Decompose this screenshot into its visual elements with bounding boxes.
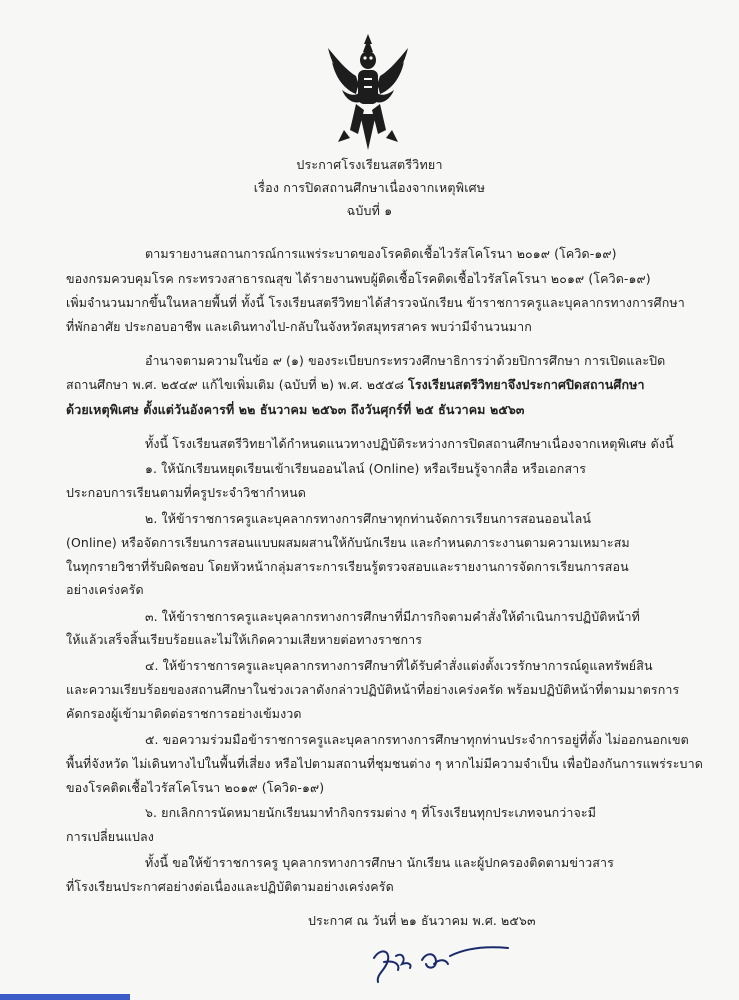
closure-announcement: โรงเรียนสตรีวิทยาจึงประกาศปิดสถานศึกษา <box>408 377 645 392</box>
list-item-4-cont: คัดกรองผู้เข้ามาติดต่อราชการอย่างเข้มงวด <box>66 706 302 721</box>
announcement-date: ประกาศ ณ วันที่ ๒๑ ธันวาคม พ.ศ. ๒๕๖๓ <box>308 913 536 928</box>
list-item-3-cont: ให้แล้วเสร็จสิ้นเรียบร้อยและไม่ให้เกิดความเสียหายต่อทางราชการ <box>66 632 423 647</box>
list-item-1-cont: ประกอบการเรียนตามที่ครูประจำวิชากำหนด <box>66 485 306 500</box>
list-item-2-cont: ในทุกรายวิชาที่รับผิดชอบ โดยหัวหน้ากลุ่มสาระการเรียนรู้ตรวจสอบและรายงานการจัดการเรียนการสอน <box>66 559 629 574</box>
list-item-2-cont: (Online) หรือจัดการเรียนการสอนแบบผสมผสานให้กับนักเรียน และกำหนดภาระงานตามความเหมาะสม <box>66 535 630 550</box>
list-item-6: ๖. ยกเลิกการนัดหมายนักเรียนมาทำกิจกรรมต่าง ๆ ที่โรงเรียนทุกประเภทจนกว่าจะมี <box>145 805 597 820</box>
list-item-1: ๑. ให้นักเรียนหยุดเรียนเข้าเรียนออนไลน์ (Online) หรือเรียนรู้จากสื่อ หรือเอกสาร <box>145 461 587 476</box>
list-item-2-cont: อย่างเคร่งครัด <box>66 582 144 597</box>
body-line: ตามรายงานสถานการณ์การแพร่ระบาดของโรคติดเชื้อไวรัสโคโรนา ๒๐๑๙ (โควิด-๑๙) <box>145 246 617 261</box>
body-line <box>66 375 645 395</box>
list-item-4-cont: และความเรียบร้อยของสถานศึกษาในช่วงเวลาดังกล่าวปฏิบัติหน้าที่อย่างเคร่งครัด พร้อมปฏิบัติหน้าที่ตามมาตรการ <box>66 682 680 697</box>
body-line: ที่พักอาศัย ประกอบอาชีพ และเดินทางไป-กลับในจังหวัดสมุทรสาคร พบว่ามีจำนวนมาก <box>66 319 532 334</box>
list-item-5-cont: พื้นที่จังหวัด ไม่เดินทางไปในพื้นที่เสี่ยง หรือไปตามสถานที่ชุมชนต่าง ๆ หากไม่มีความจำเป็น เพื่อป้องกันการแพร่ระบาด <box>66 756 703 771</box>
handwritten-signature <box>366 938 516 988</box>
list-item-5-cont: ของโรคติดเชื้อไวรัสโคโรนา ๒๐๑๙ (โควิด-๑๙) <box>66 780 325 795</box>
body-line: อำนาจตามความในข้อ ๙ (๑) ของระเบียบกระทรวงศึกษาธิการว่าด้วยปิการศึกษา การเปิดและปิด <box>145 353 666 368</box>
list-item-6-cont: การเปลี่ยนแปลง <box>66 829 154 844</box>
body-line: ของกรมควบคุมโรค กระทรวงสาธารณสุข ได้รายงานพบผู้ติดเชื้อโรคติดเชื้อไวรัสโคโรนา ๒๐๑๙ (โควิด-๑๙) <box>66 271 651 286</box>
closing-line: ทั้งนี้ ขอให้ข้าราชการครู บุคลากรทางการศึกษา นักเรียน และผู้ปกครองติดตามข่าวสาร <box>145 855 614 870</box>
closure-period: ด้วยเหตุพิเศษ ตั้งแต่วันอังคารที่ ๒๒ ธันวาคม ๒๕๖๓ ถึงวันศุกร์ที่ ๒๕ ธันวาคม ๒๕๖๓ <box>66 402 525 417</box>
closing-line: ที่โรงเรียนประกาศอย่างต่อเนื่องและปฏิบัติตามอย่างเคร่งครัด <box>66 879 394 894</box>
announcement-issue: ฉบับที่ ๑ <box>346 203 393 218</box>
announcement-subject: เรื่อง การปิดสถานศึกษาเนื่องจากเหตุพิเศษ <box>253 180 486 195</box>
body-line: ทั้งนี้ โรงเรียนสตรีวิทยาได้กำหนดแนวทางปฏิบัติระหว่างการปิดสถานศึกษาเนื่องจากเหตุพิเศษ ดังนี้ <box>145 436 674 451</box>
bottom-highlight-bar <box>0 994 130 1000</box>
body-text: สถานศึกษา พ.ศ. ๒๕๔๙ แก้ไขเพิ่มเติม (ฉบับที่ ๒) พ.ศ. ๒๕๕๘ <box>66 377 404 392</box>
list-item-5: ๕. ขอความร่วมมือข้าราชการครูและบุคลากรทางการศึกษาทุกท่านประจำการอยู่ที่ตั้ง ไม่ออกนอกเขต <box>145 732 689 747</box>
announcement-title: ประกาศโรงเรียนสตรีวิทยา <box>296 157 443 172</box>
list-item-3: ๓. ให้ข้าราชการครูและบุคลากรทางการศึกษาที่มีภารกิจตามคำสั่งให้ดำเนินการปฏิบัติหน้าที่ <box>145 609 640 624</box>
body-line: เพิ่มจำนวนมากขึ้นในหลายพื้นที่ ทั้งนี้ โรงเรียนสตรีวิทยาได้สำรวจนักเรียน ข้าราชการครูและบุคลากรทางการศึกษา <box>66 295 685 310</box>
list-item-4: ๔. ให้ข้าราชการครูและบุคลากรทางการศึกษาที่ได้รับคำสั่งแต่งตั้งเวรรักษาการณ์ดูแลทรัพย์สิน <box>145 658 653 673</box>
list-item-2: ๒. ให้ข้าราชการครูและบุคลากรทางการศึกษาทุกท่านจัดการเรียนการสอนออนไลน์ <box>145 511 592 526</box>
garuda-emblem-icon <box>320 30 416 152</box>
